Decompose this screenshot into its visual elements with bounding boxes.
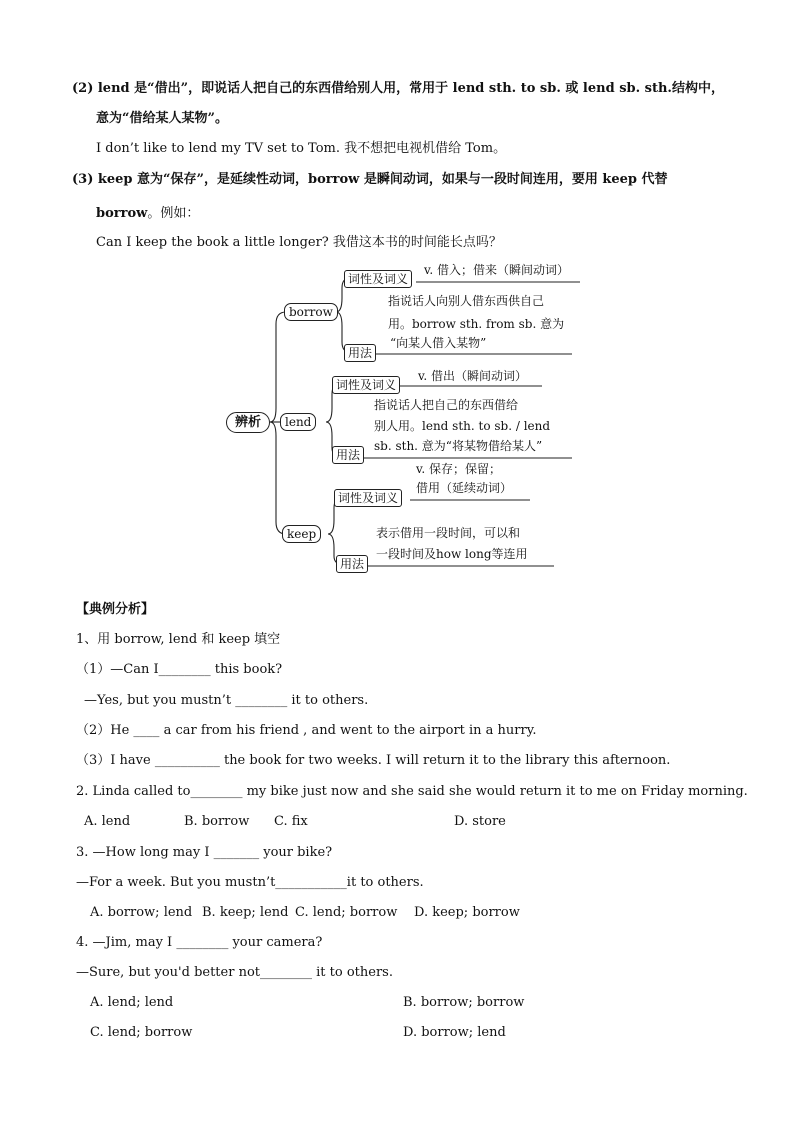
q3-question: 3. —How long may I _______ your bike? xyxy=(76,845,333,860)
q1-3: （3）I have __________ the book for two weeks. I will return it to the library this afternoon. xyxy=(76,753,671,768)
q3-answer: —For a week. But you mustn’t___________it to others. xyxy=(76,875,424,890)
lend-heading-cont: 意为“借给某人某物”。 xyxy=(96,111,228,126)
keep-usage-label: 用法 xyxy=(336,555,368,573)
keep-usage-line-2: 一段时间及how long等连用 xyxy=(376,547,528,561)
borrow-usage-line-2: 用。borrow sth. from sb. 意为 xyxy=(388,317,565,331)
keep-pos-label: 词性及词义 xyxy=(334,489,402,507)
q2-option-c: C. fix xyxy=(274,814,308,829)
lend-usage-line-3: sb. sth. 意为“将某物借给某人” xyxy=(374,439,543,453)
lend-heading: (2) lend 是“借出”，即说话人把自己的东西借给别人用，常用于 lend sth. to sb. 或 lend sb. sth.结构中， xyxy=(72,81,724,96)
q3-option-c: C. lend; borrow xyxy=(295,905,398,920)
q4-option-d: D. borrow; lend xyxy=(403,1025,506,1040)
q3-option-b: B. keep; lend xyxy=(202,905,289,920)
lend-usage-label: 用法 xyxy=(332,446,364,464)
keep-example: Can I keep the book a little longer? 我借这本书的时间能长点吗？ xyxy=(96,235,502,250)
q3-option-a: A. borrow; lend xyxy=(90,905,193,920)
lend-pos-text: v. 借出（瞬间动词） xyxy=(418,369,527,383)
keep-node: keep xyxy=(282,525,321,543)
keep-usage-line-1: 表示借用一段时间，可以和 xyxy=(376,526,521,540)
q4-option-a: A. lend; lend xyxy=(90,995,174,1010)
q4-option-c: C. lend; borrow xyxy=(90,1025,193,1040)
borrow-usage-label: 用法 xyxy=(344,344,376,362)
q4-option-b: B. borrow; borrow xyxy=(403,995,525,1010)
borrow-pos-label: 词性及词义 xyxy=(344,270,412,288)
borrow-usage-line-3: “向某人借入某物” xyxy=(390,336,487,350)
keep-heading-cont-rest: 。例如： xyxy=(147,206,200,221)
keep-heading-cont xyxy=(96,206,199,222)
q1-2: （2）He ____ a car from his friend , and went to the airport in a hurry. xyxy=(76,723,537,738)
root-node: 辨析 xyxy=(226,412,270,433)
section-title: 【典例分析】 xyxy=(76,602,155,617)
lend-usage-line-1: 指说话人把自己的东西借给 xyxy=(374,398,519,412)
lend-pos-label: 词性及词义 xyxy=(332,376,400,394)
q2: 2. Linda called to________ my bike just now and she said she would return it to me on Friday morning. xyxy=(76,784,748,799)
keep-pos-line-2: 借用（延续动词） xyxy=(416,481,513,495)
keep-pos-line-1: v. 保存；保留； xyxy=(416,462,501,476)
borrow-usage-line-1: 指说话人向别人借东西供自己 xyxy=(388,294,545,308)
lend-node: lend xyxy=(280,413,316,431)
q2-option-a: A. lend xyxy=(84,814,131,829)
q2-option-d: D. store xyxy=(454,814,506,829)
q4-answer: —Sure, but you'd better not________ it to others. xyxy=(76,965,393,980)
borrow-node: borrow xyxy=(284,303,338,321)
lend-usage-line-2: 别人用。lend sth. to sb. / lend xyxy=(374,419,551,433)
borrow-word: borrow xyxy=(96,206,148,221)
q3-option-d: D. keep; borrow xyxy=(414,905,520,920)
lend-example: I don’t like to lend my TV set to Tom. 我不想把电视机借给 Tom。 xyxy=(96,141,507,156)
q1-1-question: （1）—Can I________ this book? xyxy=(76,662,283,677)
q2-option-b: B. borrow xyxy=(184,814,250,829)
q1-1-answer: —Yes, but you mustn’t ________ it to others. xyxy=(84,693,369,708)
keep-heading: (3) keep 意为“保存”，是延续性动词，borrow 是瞬间动词，如果与一段时间连用，要用 keep 代替 xyxy=(72,172,668,187)
borrow-pos-text: v. 借入；借来（瞬间动词） xyxy=(424,263,569,277)
comparison-mindmap xyxy=(220,258,580,580)
q4-question: 4. —Jim, may I ________ your camera? xyxy=(76,935,323,950)
q1-title: 1、用 borrow, lend 和 keep 填空 xyxy=(76,632,281,647)
